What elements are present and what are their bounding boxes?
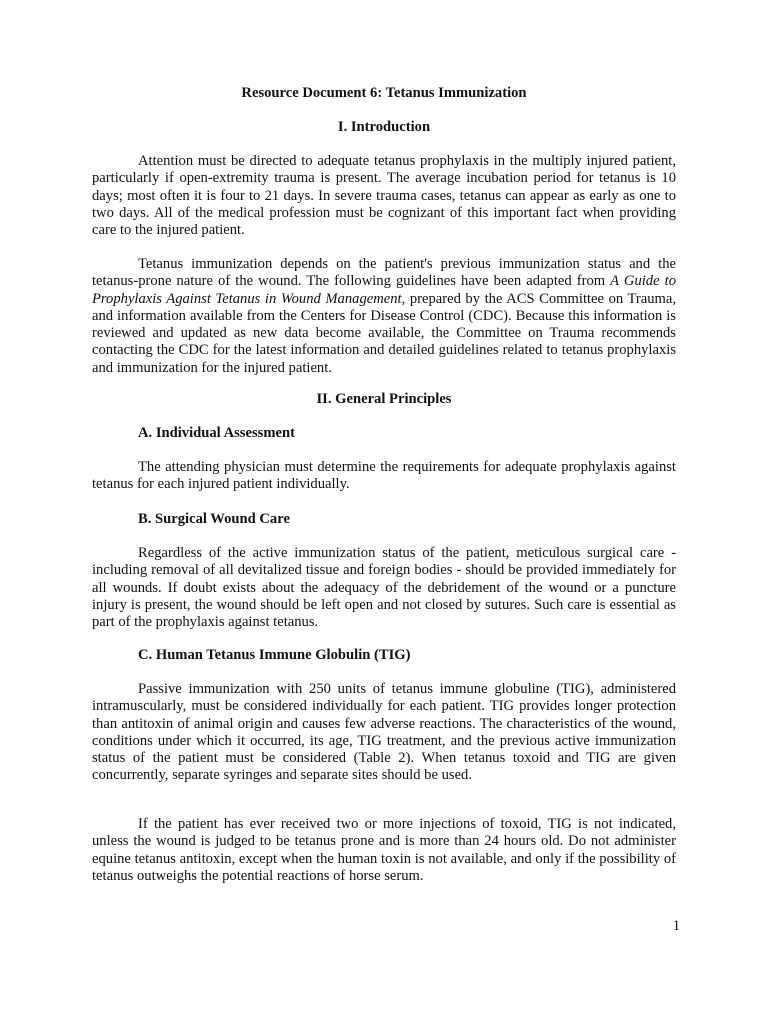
subsection-a-text: The attending physician must determine the requirements for adequate prophylaxis against tetanus for each injured patient individually. bbox=[92, 459, 676, 493]
subsection-c-paragraph-1: Passive immunization with 250 units of tetanus immune globuline (TIG), administered intramuscularly, must be considered individually for each patient. TIG provides longer protection than antitoxin of animal origin and causes few adverse reactions. The characteristics of the wound, conditions under which it occurred, its age, TIG treatment, and the previous active immunization status of the patient must be considered (Table 2). When tetanus toxoid and TIG are given concurrently, separate syringes and separate sites should be used. bbox=[92, 681, 676, 784]
subsection-b-text: Regardless of the active immunization status of the patient, meticulous surgical care - including removal of all devitalized tissue and foreign bodies - should be provided immediately for all wounds. If doubt exists about the adequacy of the debridement of the wound or a puncture injury is present, the wound should be left open and not closed by sutures. Such care is essential as part of the prophylaxis against tetanus. bbox=[92, 545, 676, 631]
subsection-c-paragraph-2: If the patient has ever received two or more injections of toxoid, TIG is not indicated, unless the wound is judged to be tetanus prone and is more than 24 hours old. Do not administer equine tetanus antitoxin, except when the human toxin is not available, and only if the possibility of tetanus outweighs the potential reactions of horse serum. bbox=[92, 816, 676, 884]
section-introduction-heading: I. Introduction bbox=[337, 119, 431, 135]
guide-title-italic: A Guide to Prophylaxis Against Tetanus in Wound Management, bbox=[92, 273, 676, 307]
introduction-paragraph-2 bbox=[92, 256, 676, 377]
para2-text-end: prepared by the ACS Committee on Trauma, and information available from the Centers for Disease Control (CDC). Because this information is reviewed and updated as new data become available, the Committee on Trauma recommends contacting the CDC for the latest information and detailed guidelines related to tetanus prophylaxis and immunization for the injured patient. bbox=[92, 290, 676, 376]
para2-text-start: Tetanus immunization depends on the patient's previous immunization status and the tetanus-prone nature of the wound. The following guidelines have been adapted from bbox=[92, 256, 676, 290]
page-number: 1 bbox=[672, 918, 680, 934]
subsection-c-heading: C. Human Tetanus Immune Globulin (TIG) bbox=[138, 647, 411, 663]
document-title: Resource Document 6: Tetanus Immunization bbox=[241, 85, 527, 101]
subsection-b-heading: B. Surgical Wound Care bbox=[138, 511, 290, 527]
subsection-a-heading: A. Individual Assessment bbox=[138, 425, 295, 441]
section-general-principles-heading: II. General Principles bbox=[316, 391, 452, 407]
introduction-paragraph-1: Attention must be directed to adequate tetanus prophylaxis in the multiply injured patient, particularly if open-extremity trauma is present. The average incubation period for tetanus is 10 days; most often it is four to 21 days. In severe trauma cases, tetanus can appear as early as one to two days. All of the medical profession must be cognizant of this important fact when providing care to the injured patient. bbox=[92, 153, 676, 239]
